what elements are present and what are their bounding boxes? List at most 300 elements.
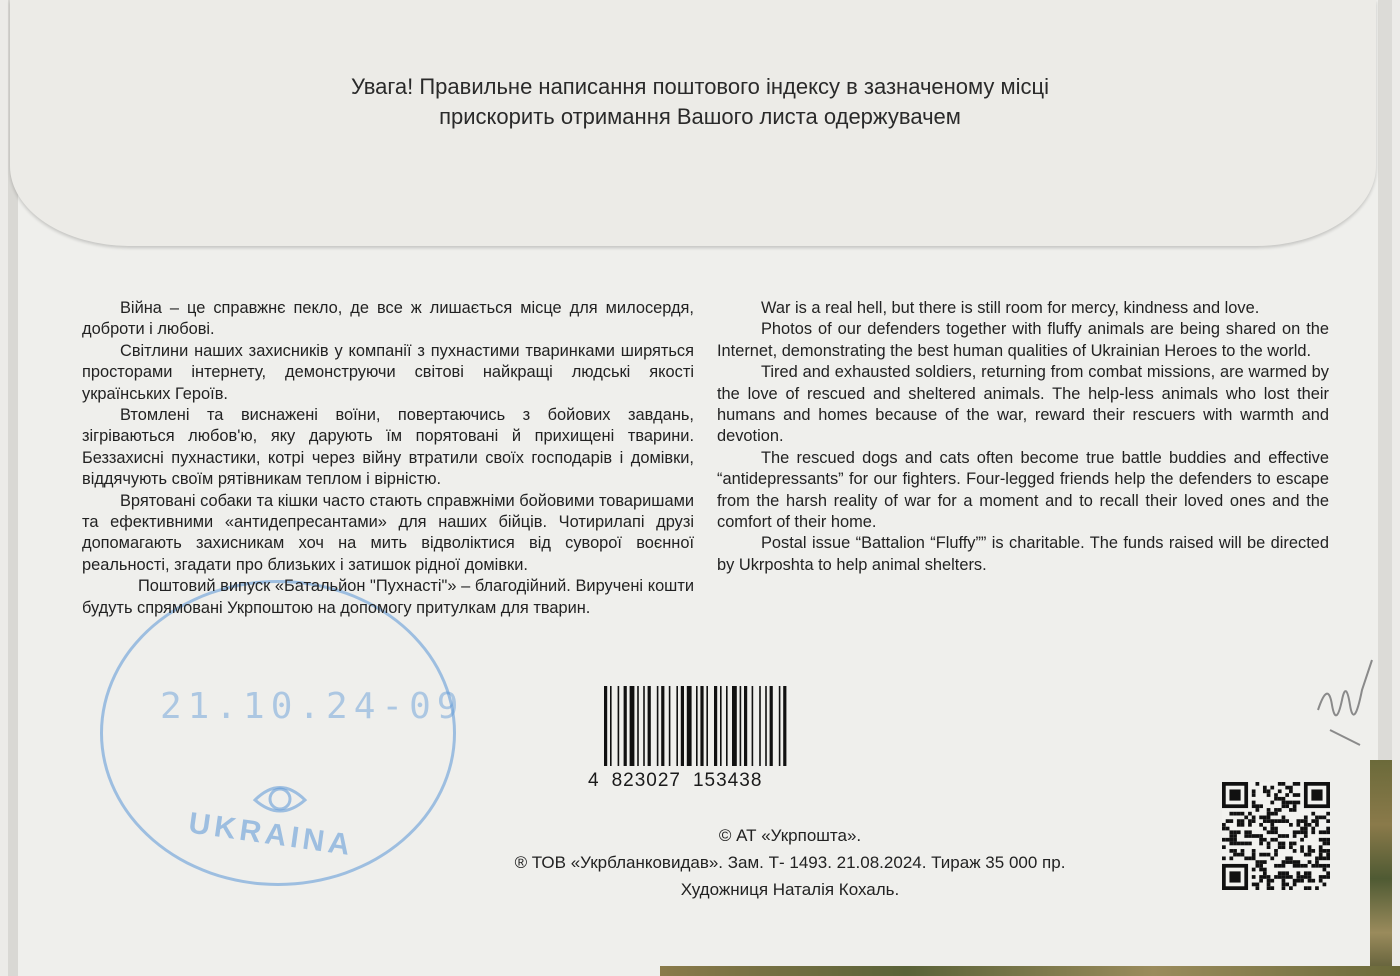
barcode-bar bbox=[700, 686, 703, 766]
qr-module bbox=[1229, 834, 1233, 838]
qr-module bbox=[1308, 849, 1312, 853]
qr-module bbox=[1282, 819, 1286, 823]
qr-module bbox=[1289, 860, 1293, 864]
qr-module bbox=[1326, 838, 1330, 842]
qr-module bbox=[1300, 849, 1304, 853]
qr-module bbox=[1267, 830, 1271, 834]
qr-module bbox=[1282, 804, 1286, 808]
qr-module bbox=[1270, 830, 1274, 834]
qr-module bbox=[1267, 879, 1271, 883]
qr-module bbox=[1256, 883, 1260, 887]
qr-module bbox=[1285, 793, 1289, 797]
qr-module bbox=[1319, 853, 1323, 857]
qr-module bbox=[1256, 804, 1260, 808]
qr-module bbox=[1300, 830, 1304, 834]
qr-module bbox=[1300, 875, 1304, 879]
qr-module bbox=[1323, 868, 1327, 872]
qr-module bbox=[1304, 830, 1308, 834]
qr-module bbox=[1304, 853, 1308, 857]
barcode-bar bbox=[637, 686, 639, 766]
qr-module bbox=[1237, 819, 1241, 823]
qr-module bbox=[1289, 789, 1293, 793]
qr-module bbox=[1311, 789, 1322, 800]
qr-module bbox=[1282, 860, 1286, 864]
qr-module bbox=[1229, 812, 1233, 816]
barcode-group-2: 153438 bbox=[692, 770, 763, 791]
qr-module bbox=[1248, 830, 1252, 834]
qr-module bbox=[1282, 801, 1286, 805]
qr-module bbox=[1270, 886, 1274, 890]
barcode-bar bbox=[681, 686, 684, 766]
qr-module bbox=[1274, 830, 1278, 834]
qr-module bbox=[1229, 789, 1240, 800]
qr-module bbox=[1296, 823, 1300, 827]
qr-module bbox=[1233, 842, 1237, 846]
qr-module bbox=[1289, 842, 1293, 846]
qr-module bbox=[1259, 838, 1263, 842]
qr-module bbox=[1259, 804, 1263, 808]
qr-module bbox=[1233, 830, 1237, 834]
barcode-bar bbox=[618, 686, 620, 766]
qr-module bbox=[1311, 849, 1315, 853]
qr-module bbox=[1267, 793, 1271, 797]
qr-module bbox=[1252, 849, 1256, 853]
description-ukrainian bbox=[82, 298, 694, 619]
qr-module bbox=[1274, 849, 1278, 853]
barcode-bar bbox=[661, 686, 664, 766]
qr-module bbox=[1274, 875, 1278, 879]
qr-module bbox=[1267, 883, 1271, 887]
qr-module bbox=[1293, 834, 1297, 838]
qr-module bbox=[1300, 879, 1304, 883]
barcode bbox=[604, 686, 828, 766]
qr-module bbox=[1229, 830, 1233, 834]
qr-module bbox=[1259, 875, 1263, 879]
qr-module bbox=[1319, 879, 1323, 883]
qr-module bbox=[1278, 819, 1282, 823]
qr-module bbox=[1282, 864, 1286, 868]
qr-module bbox=[1285, 801, 1289, 805]
barcode-bar bbox=[744, 686, 747, 766]
barcode-bar bbox=[624, 686, 627, 766]
camouflage-bottom-strip bbox=[660, 966, 1400, 976]
qr-module bbox=[1252, 875, 1256, 879]
qr-module bbox=[1326, 827, 1330, 831]
qr-module bbox=[1222, 823, 1226, 827]
qr-module bbox=[1315, 886, 1319, 890]
imprint-line-2: ® ТОВ «Укрбланковидав». Зам. Т- 1493. 21.08.2024. Тираж 35 000 пр. bbox=[514, 853, 1066, 872]
qr-module bbox=[1282, 816, 1286, 820]
paragraph-en: Postal issue “Battalion “Fluffy”” is charitable. The funds raised will be directed by Ukrposhta to help animal shelters. bbox=[717, 534, 1329, 574]
barcode-bar bbox=[779, 686, 781, 766]
qr-module bbox=[1252, 819, 1256, 823]
qr-module bbox=[1244, 842, 1248, 846]
qr-module bbox=[1293, 804, 1297, 808]
qr-module bbox=[1293, 830, 1297, 834]
qr-module bbox=[1259, 842, 1263, 846]
qr-module bbox=[1237, 853, 1241, 857]
paragraph-en: The rescued dogs and cats often become true battle buddies and effective “antidepressants” for our fighters. Four-legged friends help the defenders to escape from the harsh reality of war for a moment and to recall their loved ones and the comfort of their home. bbox=[717, 448, 1329, 532]
qr-module bbox=[1311, 812, 1315, 816]
publisher-imprint bbox=[360, 822, 1220, 903]
qr-module bbox=[1319, 816, 1323, 820]
qr-module bbox=[1252, 801, 1256, 805]
qr-module bbox=[1237, 812, 1241, 816]
qr-code-icon bbox=[1222, 782, 1330, 890]
qr-module bbox=[1315, 856, 1319, 860]
qr-module bbox=[1308, 871, 1312, 875]
qr-module bbox=[1263, 838, 1267, 842]
qr-module bbox=[1289, 856, 1293, 860]
qr-module bbox=[1315, 819, 1319, 823]
qr-module bbox=[1237, 830, 1241, 834]
barcode-number bbox=[588, 770, 774, 792]
qr-module bbox=[1319, 845, 1323, 849]
qr-module bbox=[1323, 838, 1327, 842]
qr-module bbox=[1282, 875, 1286, 879]
qr-module bbox=[1278, 782, 1282, 786]
postal-code-notice bbox=[150, 72, 1250, 132]
qr-module bbox=[1248, 823, 1252, 827]
qr-module bbox=[1293, 860, 1297, 864]
qr-module bbox=[1226, 827, 1230, 831]
imprint-line-3: Художниця Наталія Кохаль. bbox=[680, 880, 900, 899]
qr-module bbox=[1315, 823, 1319, 827]
qr-module bbox=[1256, 808, 1260, 812]
barcode-bar bbox=[720, 686, 722, 766]
paragraph-uk: Поштовий випуск «Батальйон "Пухнасті"» – благодійний. Виручені кошти будуть спрямовані Укрпоштою на допомогу притулкам для тварин. bbox=[82, 577, 694, 617]
qr-module bbox=[1285, 871, 1289, 875]
qr-module bbox=[1311, 819, 1315, 823]
qr-module bbox=[1229, 819, 1233, 823]
handwritten-signature bbox=[1310, 650, 1380, 750]
qr-module bbox=[1274, 853, 1278, 857]
qr-module bbox=[1323, 830, 1327, 834]
qr-module bbox=[1244, 834, 1248, 838]
qr-module bbox=[1282, 842, 1286, 846]
notice-line-2: прискорить отримання Вашого листа одержувачем bbox=[439, 104, 961, 129]
qr-module bbox=[1263, 871, 1267, 875]
barcode-bar bbox=[732, 686, 737, 766]
qr-module bbox=[1229, 871, 1240, 882]
barcode-bar bbox=[740, 686, 742, 766]
barcode-bar bbox=[783, 686, 786, 766]
barcode-bar bbox=[687, 686, 692, 766]
qr-module bbox=[1267, 819, 1271, 823]
qr-module bbox=[1244, 830, 1248, 834]
qr-module bbox=[1323, 864, 1327, 868]
barcode-bar bbox=[759, 686, 761, 766]
qr-module bbox=[1241, 842, 1245, 846]
qr-module bbox=[1311, 827, 1315, 831]
qr-module bbox=[1282, 797, 1286, 801]
imprint-line-1: © АТ «Укрпошта». bbox=[718, 826, 862, 845]
barcode-bar bbox=[610, 686, 612, 766]
qr-module bbox=[1233, 838, 1237, 842]
barcode-bar bbox=[765, 686, 767, 766]
paragraph-uk: Війна – це справжнє пекло, де все ж лишається місце для милосердя, доброти і любові. bbox=[82, 299, 694, 339]
qr-module bbox=[1270, 812, 1274, 816]
qr-module bbox=[1241, 819, 1245, 823]
qr-module bbox=[1282, 834, 1286, 838]
barcode-bar bbox=[604, 686, 607, 766]
qr-module bbox=[1267, 812, 1271, 816]
qr-module bbox=[1300, 827, 1304, 831]
qr-module bbox=[1326, 871, 1330, 875]
qr-module bbox=[1289, 823, 1293, 827]
qr-module bbox=[1267, 853, 1271, 857]
qr-module bbox=[1308, 875, 1312, 879]
qr-module bbox=[1296, 793, 1300, 797]
qr-module bbox=[1293, 849, 1297, 853]
qr-module bbox=[1319, 864, 1323, 868]
qr-module bbox=[1274, 797, 1278, 801]
qr-module bbox=[1256, 834, 1260, 838]
qr-module bbox=[1282, 782, 1286, 786]
qr-module bbox=[1300, 845, 1304, 849]
qr-module bbox=[1315, 864, 1319, 868]
qr-module bbox=[1270, 827, 1274, 831]
qr-module bbox=[1319, 830, 1323, 834]
qr-module bbox=[1282, 879, 1286, 883]
qr-module bbox=[1274, 808, 1278, 812]
qr-module bbox=[1323, 856, 1327, 860]
qr-module bbox=[1229, 842, 1233, 846]
qr-module bbox=[1241, 812, 1245, 816]
qr-module bbox=[1263, 786, 1267, 790]
qr-module bbox=[1259, 879, 1263, 883]
qr-module bbox=[1267, 808, 1271, 812]
barcode-bar bbox=[648, 686, 651, 766]
qr-module bbox=[1256, 864, 1260, 868]
qr-module bbox=[1323, 883, 1327, 887]
qr-module bbox=[1319, 849, 1323, 853]
qr-module bbox=[1222, 845, 1226, 849]
qr-module bbox=[1244, 816, 1248, 820]
qr-module bbox=[1270, 801, 1274, 805]
qr-module bbox=[1252, 853, 1256, 857]
qr-module bbox=[1256, 782, 1260, 786]
qr-module bbox=[1270, 856, 1274, 860]
qr-module bbox=[1304, 871, 1308, 875]
qr-module bbox=[1252, 856, 1256, 860]
qr-module bbox=[1308, 845, 1312, 849]
qr-module bbox=[1278, 789, 1282, 793]
qr-module bbox=[1285, 856, 1289, 860]
qr-module bbox=[1233, 812, 1237, 816]
qr-module bbox=[1319, 838, 1323, 842]
qr-module bbox=[1326, 853, 1330, 857]
qr-module bbox=[1278, 842, 1282, 846]
qr-module bbox=[1259, 823, 1263, 827]
qr-module bbox=[1308, 860, 1312, 864]
qr-module bbox=[1278, 845, 1282, 849]
qr-module bbox=[1285, 819, 1289, 823]
qr-module bbox=[1296, 801, 1300, 805]
qr-module bbox=[1296, 864, 1300, 868]
qr-module bbox=[1296, 782, 1300, 786]
qr-module bbox=[1326, 849, 1330, 853]
qr-module bbox=[1308, 879, 1312, 883]
qr-module bbox=[1263, 827, 1267, 831]
qr-module bbox=[1259, 864, 1263, 868]
qr-module bbox=[1319, 875, 1323, 879]
qr-module bbox=[1252, 793, 1256, 797]
qr-module bbox=[1293, 801, 1297, 805]
qr-module bbox=[1270, 879, 1274, 883]
paragraph-en: Photos of our defenders together with fluffy animals are being shared on the Internet, demonstrating the best human qualities of Ukrainian Heroes to the world. bbox=[717, 320, 1329, 360]
qr-module bbox=[1311, 879, 1315, 883]
paragraph-uk: Втомлені та виснажені воїни, повертаючись з бойових завдань, зігріваються любов'ю, яку дарують їм порятовані й прихищені тварини. Беззахисні пухнастики, котрі через війну втратили своїх господарів і домівки, віддячують своїм рятівникам теплом і вірністю. bbox=[82, 406, 694, 489]
qr-module bbox=[1326, 812, 1330, 816]
qr-module bbox=[1259, 816, 1263, 820]
qr-module bbox=[1296, 875, 1300, 879]
qr-module bbox=[1293, 842, 1297, 846]
qr-module bbox=[1300, 838, 1304, 842]
qr-module bbox=[1229, 849, 1233, 853]
barcode-bar bbox=[669, 686, 671, 766]
barcode-bar bbox=[676, 686, 678, 766]
qr-module bbox=[1263, 819, 1267, 823]
qr-module bbox=[1241, 853, 1245, 857]
qr-module bbox=[1282, 883, 1286, 887]
qr-module bbox=[1300, 864, 1304, 868]
qr-module bbox=[1296, 830, 1300, 834]
qr-module bbox=[1267, 789, 1271, 793]
qr-module bbox=[1259, 868, 1263, 872]
qr-module bbox=[1293, 808, 1297, 812]
qr-module bbox=[1278, 797, 1282, 801]
qr-module bbox=[1304, 816, 1308, 820]
qr-module bbox=[1274, 864, 1278, 868]
qr-module bbox=[1267, 816, 1271, 820]
qr-module bbox=[1233, 834, 1237, 838]
qr-module bbox=[1326, 864, 1330, 868]
qr-module bbox=[1289, 786, 1293, 790]
qr-module bbox=[1296, 860, 1300, 864]
barcode-bar bbox=[752, 686, 754, 766]
qr-module bbox=[1259, 853, 1263, 857]
qr-module bbox=[1241, 823, 1245, 827]
qr-module bbox=[1300, 819, 1304, 823]
barcode-bar bbox=[696, 686, 698, 766]
qr-module bbox=[1237, 842, 1241, 846]
qr-module bbox=[1259, 860, 1263, 864]
qr-module bbox=[1252, 834, 1256, 838]
qr-module bbox=[1256, 860, 1260, 864]
qr-module bbox=[1222, 856, 1226, 860]
barcode-bar bbox=[657, 686, 659, 766]
qr-module bbox=[1278, 834, 1282, 838]
qr-module bbox=[1263, 789, 1267, 793]
qr-module bbox=[1278, 864, 1282, 868]
notice-line-1: Увага! Правильне написання поштового індексу в зазначеному місці bbox=[350, 74, 1050, 99]
qr-module bbox=[1285, 875, 1289, 879]
qr-module bbox=[1296, 819, 1300, 823]
qr-module bbox=[1326, 842, 1330, 846]
qr-module bbox=[1319, 856, 1323, 860]
paragraph-en: Tired and exhausted soldiers, returning from combat missions, are warmed by the love of rescued and sheltered animals. The help-less animals who lost their humans and homes because of the war, reward their rescuers with warmth and devotion. bbox=[717, 363, 1329, 446]
barcode-bar bbox=[706, 686, 708, 766]
barcode-bar bbox=[630, 686, 635, 766]
qr-module bbox=[1278, 875, 1282, 879]
qr-module bbox=[1326, 819, 1330, 823]
qr-module bbox=[1308, 823, 1312, 827]
qr-module bbox=[1278, 808, 1282, 812]
barcode-bar bbox=[714, 686, 717, 766]
qr-module bbox=[1248, 842, 1252, 846]
qr-module bbox=[1311, 830, 1315, 834]
qr-module bbox=[1248, 856, 1252, 860]
qr-module bbox=[1252, 883, 1256, 887]
qr-module bbox=[1263, 868, 1267, 872]
qr-module bbox=[1263, 860, 1267, 864]
qr-module bbox=[1270, 786, 1274, 790]
qr-module bbox=[1293, 883, 1297, 887]
paragraph-uk: Врятовані собаки та кішки часто стають справжніми бойовими товаришами та ефективними «антидепресантами» для наших бійців. Чотирилапі друзі допомагають захисникам хоч на мить відволіктися від суворої воєнної реальності, згадати про близьких і затишок рідної домівки. bbox=[82, 491, 694, 574]
qr-module bbox=[1226, 838, 1230, 842]
qr-module bbox=[1263, 816, 1267, 820]
qr-module bbox=[1289, 845, 1293, 849]
qr-module bbox=[1285, 860, 1289, 864]
qr-module bbox=[1222, 838, 1226, 842]
qr-module bbox=[1248, 812, 1252, 816]
qr-module bbox=[1274, 827, 1278, 831]
qr-module bbox=[1263, 875, 1267, 879]
paragraph-en: War is a real hell, but there is still room for mercy, kindness and love. bbox=[761, 299, 1260, 317]
qr-module bbox=[1326, 856, 1330, 860]
qr-module bbox=[1259, 834, 1263, 838]
qr-module bbox=[1304, 875, 1308, 879]
qr-module bbox=[1270, 823, 1274, 827]
barcode-group-1: 823027 bbox=[611, 770, 681, 791]
qr-module bbox=[1308, 853, 1312, 857]
qr-module bbox=[1293, 793, 1297, 797]
qr-module bbox=[1323, 816, 1327, 820]
qr-module bbox=[1274, 793, 1278, 797]
qr-module bbox=[1282, 845, 1286, 849]
qr-module bbox=[1229, 856, 1233, 860]
barcode-digit-prefix: 4 bbox=[588, 770, 600, 791]
qr-module bbox=[1315, 816, 1319, 820]
qr-module bbox=[1289, 886, 1293, 890]
qr-module bbox=[1326, 875, 1330, 879]
qr-module bbox=[1326, 830, 1330, 834]
qr-module bbox=[1237, 823, 1241, 827]
qr-module bbox=[1267, 845, 1271, 849]
qr-module bbox=[1252, 816, 1256, 820]
qr-module bbox=[1282, 886, 1286, 890]
qr-module bbox=[1226, 819, 1230, 823]
qr-module bbox=[1304, 827, 1308, 831]
camouflage-strip bbox=[1370, 760, 1392, 976]
qr-module bbox=[1296, 879, 1300, 883]
qr-module bbox=[1252, 804, 1256, 808]
qr-module bbox=[1270, 819, 1274, 823]
qr-module bbox=[1282, 871, 1286, 875]
qr-module bbox=[1244, 856, 1248, 860]
qr-module bbox=[1304, 823, 1308, 827]
qr-module bbox=[1304, 819, 1308, 823]
qr-module bbox=[1252, 868, 1256, 872]
qr-module bbox=[1308, 886, 1312, 890]
qr-module bbox=[1293, 864, 1297, 868]
qr-module bbox=[1256, 886, 1260, 890]
qr-module bbox=[1233, 849, 1237, 853]
qr-module bbox=[1267, 886, 1271, 890]
qr-module bbox=[1311, 864, 1315, 868]
qr-module bbox=[1252, 789, 1256, 793]
